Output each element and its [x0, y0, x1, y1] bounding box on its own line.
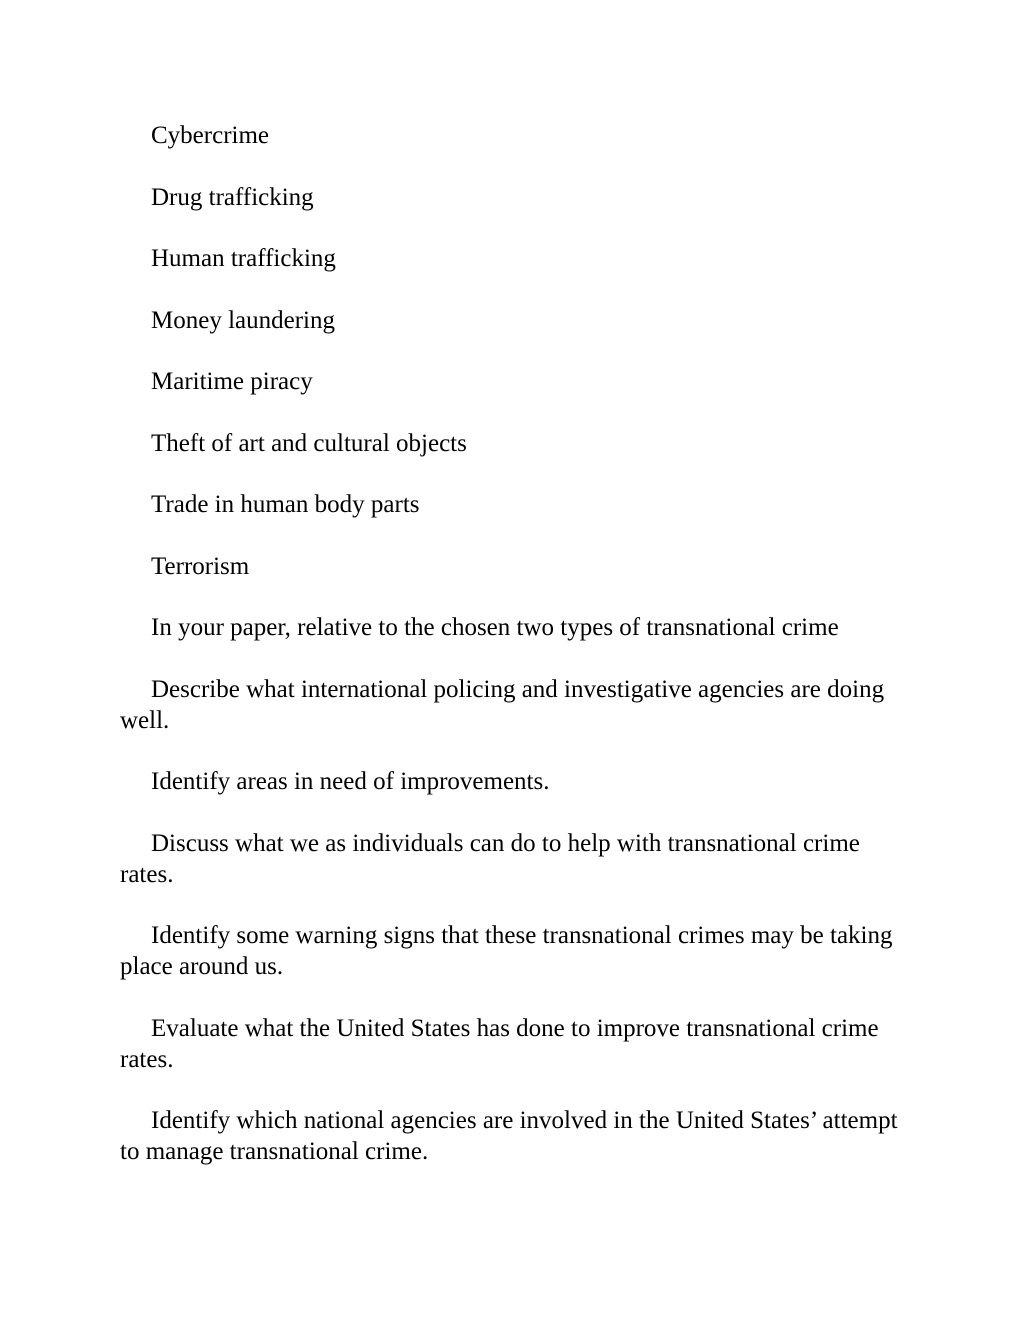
list-item-terrorism: Terrorism	[151, 552, 250, 580]
instruction-identify-improvements: Identify areas in need of improvements.	[151, 768, 550, 795]
list-item-trade-body-parts: Trade in human body parts	[151, 491, 420, 518]
list-item-money-laundering: Money laundering	[151, 306, 335, 334]
list-item-drug-trafficking: Drug trafficking	[151, 183, 314, 211]
instruction-warning-signs: Identify some warning signs that these transnational crimes may be taking place around us.	[120, 922, 893, 980]
document-body	[120, 120, 900, 1198]
instruction-intro: In your paper, relative to the chosen two types of transnational crime	[151, 614, 839, 641]
list-item-maritime-piracy: Maritime piracy	[151, 368, 313, 395]
instruction-evaluate: Evaluate what the United States has done to improve transnational crime rates.	[120, 1014, 879, 1073]
instruction-describe: Describe what international policing and investigative agencies are doing well.	[120, 675, 885, 734]
list-item-cybercrime: Cybercrime	[151, 122, 270, 149]
instruction-national-agencies: Identify which national agencies are involved in the United States’ attempt to manage transnational crime.	[120, 1107, 898, 1165]
instruction-discuss: Discuss what we as individuals can do to help with transnational crime rates.	[120, 829, 860, 888]
list-item-human-trafficking: Human trafficking	[151, 245, 336, 272]
list-item-theft-of-art: Theft of art and cultural objects	[151, 429, 467, 457]
